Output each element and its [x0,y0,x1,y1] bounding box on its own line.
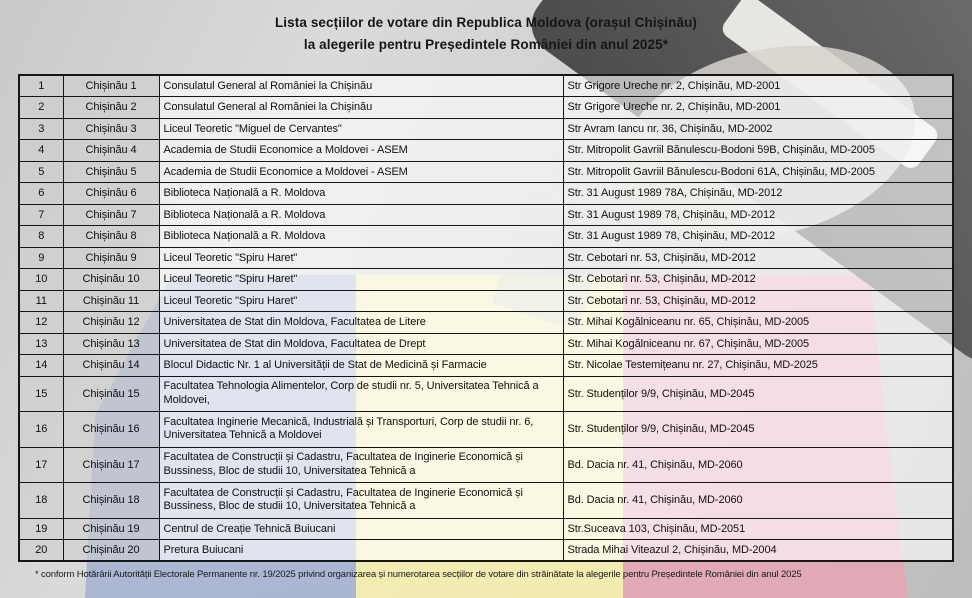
institution-cell: Liceul Teoretic "Miguel de Cervantes" [159,118,563,140]
row-number-cell: 8 [19,226,63,248]
row-number-cell: 10 [19,269,63,291]
address-cell: Strada Mihai Viteazul 2, Chișinău, MD-2004 [563,540,953,562]
section-name-cell: Chișinău 10 [63,269,159,291]
address-cell: Bd. Dacia nr. 41, Chișinău, MD-2060 [563,447,953,483]
address-cell: Str. Mitropolit Gavriil Bănulescu-Bodoni 61A, Chișinău, MD-2005 [563,161,953,183]
title-line-1: Lista secțiilor de votare din Republica Moldova (orașul Chișinău) [274,15,698,30]
institution-cell: Academia de Studii Economice a Moldovei - ASEM [159,161,563,183]
address-cell: Str. Nicolae Testemițeanu nr. 27, Chișinău, MD-2025 [563,355,953,377]
address-cell: Str. 31 August 1989 78, Chișinău, MD-2012 [563,204,953,226]
section-name-cell: Chișinău 14 [63,355,159,377]
row-number-cell: 16 [19,412,63,448]
section-name-cell: Chișinău 19 [63,518,159,540]
section-name-cell: Chișinău 2 [63,97,159,119]
section-name-cell: Chișinău 8 [63,226,159,248]
institution-cell: Biblioteca Națională a R. Moldova [159,226,563,248]
address-cell: Str. Mihai Kogălniceanu nr. 67, Chișinău, MD-2005 [563,333,953,355]
section-name-cell: Chișinău 11 [63,290,159,312]
table-row [19,376,953,412]
table-row [19,204,953,226]
institution-cell: Academia de Studii Economice a Moldovei - ASEM [159,140,563,162]
table-row [19,269,953,291]
institution-cell: Facultatea de Construcții și Cadastru, Facultatea de Inginerie Economică și Bussiness, Bloc de studii 10, Universitatea Tehnică a [159,447,563,483]
institution-cell: Facultatea Inginerie Mecanică, Industrială și Transporturi, Corp de studii nr. 6, Universitatea Tehnică a Moldovei [159,412,563,448]
row-number-cell: 11 [19,290,63,312]
address-cell: Str. Cebotari nr. 53, Chișinău, MD-2012 [563,290,953,312]
institution-cell: Biblioteca Națională a R. Moldova [159,183,563,205]
table-row [19,140,953,162]
address-cell: Str. Mihai Kogălniceanu nr. 65, Chișinău, MD-2005 [563,312,953,334]
institution-cell: Liceul Teoretic "Spiru Haret" [159,247,563,269]
section-name-cell: Chișinău 20 [63,540,159,562]
row-number-cell: 14 [19,355,63,377]
row-number-cell: 13 [19,333,63,355]
polling-stations-table [18,74,954,562]
address-cell: Str. Cebotari nr. 53, Chișinău, MD-2012 [563,269,953,291]
section-name-cell: Chișinău 17 [63,447,159,483]
address-cell: Str. Studenților 9/9, Chișinău, MD-2045 [563,376,953,412]
row-number-cell: 15 [19,376,63,412]
section-name-cell: Chișinău 6 [63,183,159,205]
address-cell: Str. Studenților 9/9, Chișinău, MD-2045 [563,412,953,448]
row-number-cell: 9 [19,247,63,269]
row-number-cell: 19 [19,518,63,540]
table-row [19,247,953,269]
institution-cell: Consulatul General al României la Chișinău [159,75,563,97]
section-name-cell: Chișinău 16 [63,412,159,448]
section-name-cell: Chișinău 5 [63,161,159,183]
institution-cell: Facultatea Tehnologia Alimentelor, Corp de studii nr. 5, Universitatea Tehnică a Moldovei, [159,376,563,412]
row-number-cell: 3 [19,118,63,140]
address-cell: Bd. Dacia nr. 41, Chișinău, MD-2060 [563,483,953,519]
institution-cell: Liceul Teoretic "Spiru Haret" [159,269,563,291]
table-row [19,540,953,562]
institution-cell: Biblioteca Națională a R. Moldova [159,204,563,226]
row-number-cell: 4 [19,140,63,162]
address-cell: Str. 31 August 1989 78A, Chișinău, MD-2012 [563,183,953,205]
section-name-cell: Chișinău 12 [63,312,159,334]
row-number-cell: 12 [19,312,63,334]
table-row [19,75,953,97]
address-cell: Str Avram Iancu nr. 36, Chișinău, MD-2002 [563,118,953,140]
institution-cell: Universitatea de Stat din Moldova, Facultatea de Litere [159,312,563,334]
address-cell: Str. Mitropolit Gavriil Bănulescu-Bodoni 59B, Chișinău, MD-2005 [563,140,953,162]
institution-cell: Universitatea de Stat din Moldova, Facultatea de Drept [159,333,563,355]
table-row [19,290,953,312]
title-line-2: la alegerile pentru Președintele României din anul 2025* [303,37,669,52]
row-number-cell: 5 [19,161,63,183]
address-cell: Str. Cebotari nr. 53, Chișinău, MD-2012 [563,247,953,269]
table-row [19,447,953,483]
section-name-cell: Chișinău 7 [63,204,159,226]
address-cell: Str.Suceava 103, Chișinău, MD-2051 [563,518,953,540]
table-row [19,518,953,540]
address-cell: Str. 31 August 1989 78, Chișinău, MD-2012 [563,226,953,248]
table-row [19,333,953,355]
table-row [19,483,953,519]
institution-cell: Facultatea de Construcții și Cadastru, Facultatea de Inginerie Economică și Bussiness, Bloc de studii 10, Universitatea Tehnică a [159,483,563,519]
row-number-cell: 20 [19,540,63,562]
institution-cell: Pretura Buiucani [159,540,563,562]
section-name-cell: Chișinău 13 [63,333,159,355]
institution-cell: Consulatul General al României la Chișinău [159,97,563,119]
institution-cell: Liceul Teoretic "Spiru Haret" [159,290,563,312]
row-number-cell: 18 [19,483,63,519]
institution-cell: Blocul Didactic Nr. 1 al Universității de Stat de Medicină și Farmacie [159,355,563,377]
section-name-cell: Chișinău 15 [63,376,159,412]
table-row [19,118,953,140]
section-name-cell: Chișinău 9 [63,247,159,269]
institution-cell: Centrul de Creație Tehnică Buiucani [159,518,563,540]
row-number-cell: 7 [19,204,63,226]
address-cell: Str Grigore Ureche nr. 2, Chișinău, MD-2001 [563,97,953,119]
table-row [19,355,953,377]
row-number-cell: 17 [19,447,63,483]
address-cell: Str Grigore Ureche nr. 2, Chișinău, MD-2001 [563,75,953,97]
section-name-cell: Chișinău 1 [63,75,159,97]
page-title [0,12,972,56]
table-row [19,412,953,448]
table-row [19,226,953,248]
row-number-cell: 6 [19,183,63,205]
row-number-cell: 1 [19,75,63,97]
table-body [19,75,953,561]
section-name-cell: Chișinău 18 [63,483,159,519]
table-row [19,183,953,205]
table-row [19,312,953,334]
footnote: * conform Hotărârii Autorității Electorale Permanente nr. 19/2025 privind organizarea și numerotarea secțiilor de votare din străinătate la alegerile pentru Președintele României din anul 2025 [35,569,802,580]
section-name-cell: Chișinău 4 [63,140,159,162]
row-number-cell: 2 [19,97,63,119]
section-name-cell: Chișinău 3 [63,118,159,140]
table-row [19,97,953,119]
table-row [19,161,953,183]
